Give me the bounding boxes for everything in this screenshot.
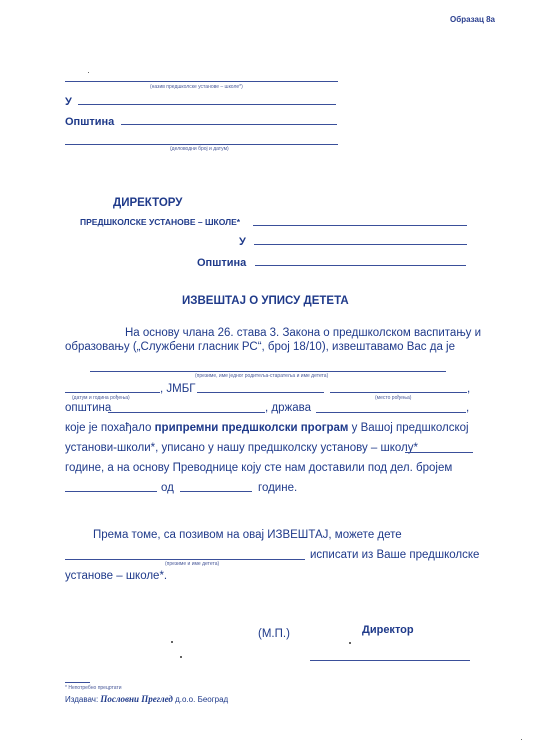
institution-name-line — [65, 81, 338, 82]
intro-line-1: На основу члана 26. става 3. Закона о предшколском васпитању и — [125, 327, 482, 339]
reference-caption: (деловодни број и датум) — [170, 146, 229, 152]
preschool-program-phrase: припремни предшколски програм — [154, 422, 349, 434]
birth-place-line — [330, 392, 467, 393]
director-label: Директор — [362, 624, 414, 636]
stray-mark — [521, 739, 522, 740]
stray-mark — [88, 72, 89, 73]
addressee-in-label: У — [239, 236, 246, 248]
institution-caption: (назив предшколске установе – школе*) — [150, 84, 243, 90]
footnote: * Непотребно прецртати — [65, 685, 122, 691]
sender-in-label: У — [65, 96, 72, 108]
jmbg-label: , ЈМБГ — [160, 383, 196, 395]
stray-mark — [180, 656, 182, 658]
child-name-line — [65, 559, 305, 560]
publisher-line — [65, 694, 228, 704]
birth-date-caption: (датум и година рођења) — [72, 395, 130, 401]
addressee-director: ДИРЕКТОРУ — [113, 197, 183, 209]
sender-city-line — [78, 104, 336, 105]
intro-line-2: образовању („Службени гласник РС“, број 18/10), извештавамо Вас да је — [65, 341, 456, 353]
conclusion-line-1: Према томе, са позивом на овај ИЗВЕШТАЈ, можете дете — [93, 529, 402, 541]
seal-label: (М.П.) — [258, 628, 290, 640]
paragraph-1-start: које је похађало — [65, 422, 155, 434]
parent-child-caption: (презиме, име једног родитеља-старатеља и име детета) — [195, 373, 329, 379]
addressee-institution: ПРЕДШКОЛСКЕ УСТАНОВЕ – ШКОЛЕ* — [80, 217, 241, 227]
state-line — [316, 412, 466, 413]
addressee-municipality-label: Општина — [197, 257, 247, 269]
birth-date-line — [65, 392, 160, 393]
parent-child-line — [90, 371, 446, 372]
paragraph-line-2: установи-школи*, уписано у нашу предшколску установу – школу* — [65, 442, 418, 454]
publisher-prefix: Издавач: — [65, 695, 99, 704]
birth-place-caption: (место рођења) — [375, 395, 412, 401]
document-title: ИЗВЕШТАЈ О УПИСУ ДЕТЕТА — [182, 295, 349, 307]
sender-municipality-label: Општина — [65, 116, 115, 128]
birth-place-comma: , — [467, 383, 471, 395]
footnote-rule — [65, 682, 90, 683]
paragraph-1-end: у Вашој предшколској — [348, 422, 469, 434]
publisher-logo: Пословни Преглед — [100, 694, 173, 704]
director-signature-line — [310, 660, 470, 661]
form-code: Образац 8а — [450, 15, 495, 24]
stray-mark — [171, 641, 173, 643]
conclusion-line-2: исписати из Ваше предшколске — [310, 549, 480, 561]
transfer-number-line — [65, 491, 157, 492]
state-comma: , — [466, 402, 470, 414]
birth-municipality-line — [108, 412, 265, 413]
child-name-caption: (презиме и име детета) — [165, 561, 220, 567]
jmbg-line — [197, 392, 324, 393]
sender-municipality-line — [121, 124, 337, 125]
stray-mark — [349, 642, 351, 644]
addressee-city-line — [254, 244, 467, 245]
enrollment-year-line — [405, 452, 473, 453]
conclusion-line-3: установе – школе*. — [65, 570, 168, 582]
reference-line — [65, 144, 338, 145]
addressee-institution-line — [253, 225, 467, 226]
from-word: од — [161, 482, 174, 494]
paragraph-line-1 — [65, 422, 469, 434]
addressee-municipality-line — [255, 265, 466, 266]
transfer-date-line — [180, 491, 252, 492]
year-word: године. — [258, 482, 298, 494]
publisher-suffix: д.о.о. Београд — [175, 695, 229, 704]
paragraph-line-3: године, а на основу Преводнице коју сте нам доставили под дел. бројем — [65, 462, 453, 474]
state-word: , држава — [265, 402, 311, 414]
municipality-word: општина — [65, 402, 112, 414]
